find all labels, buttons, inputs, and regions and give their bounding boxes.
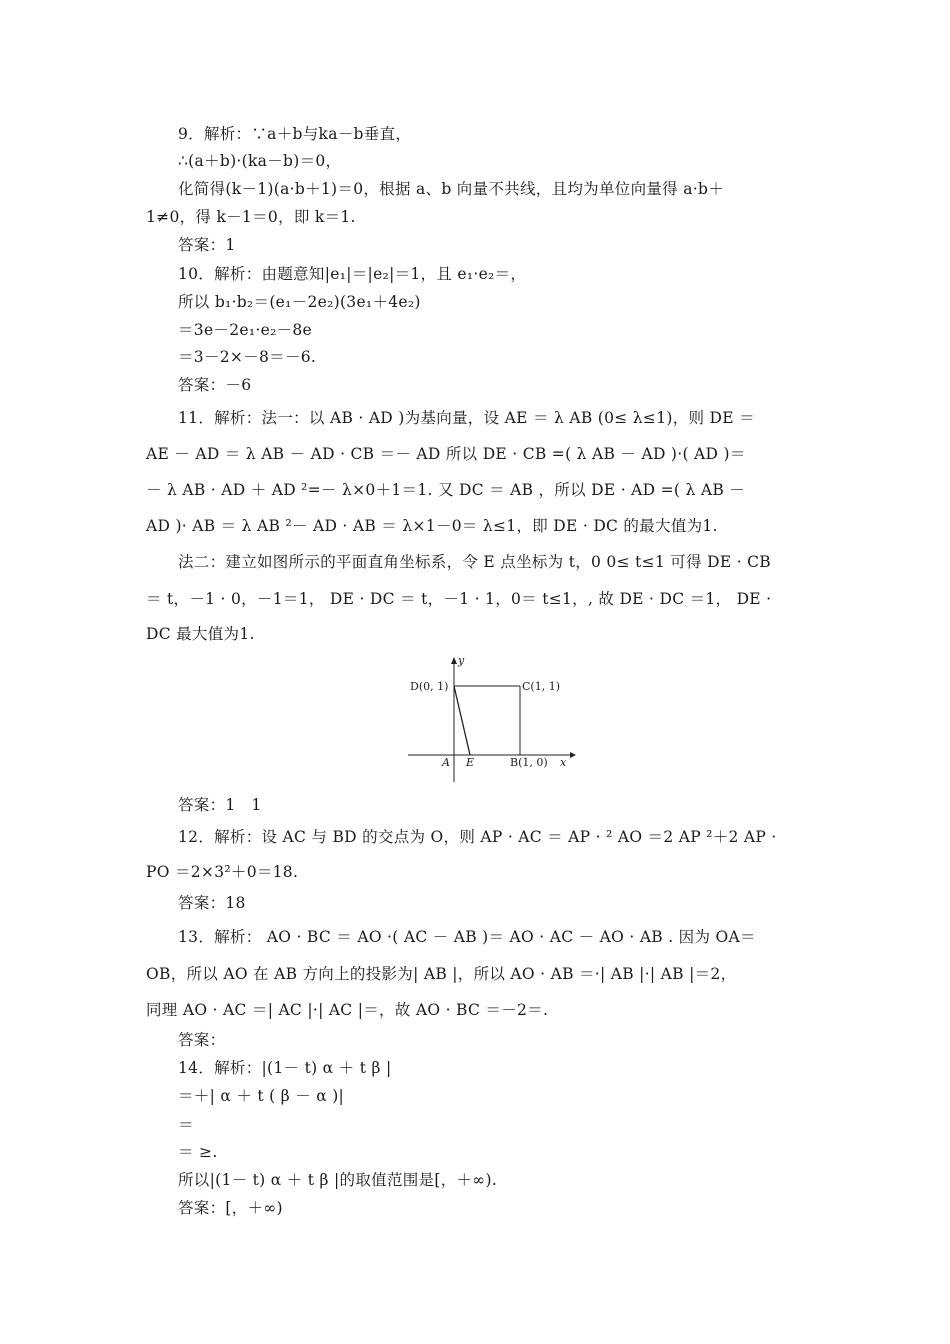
text-line: 12．解析：设 AC 与 BD 的交点为 O，则 AP · AC ＝ AP · ² AO ＝2 AP ²＋2 AP · bbox=[178, 828, 777, 846]
text-line: 同理 AO · AC ＝| AC |·| AC |＝，故 AO · BC ＝－2＝. bbox=[146, 1001, 549, 1019]
text-line: 法二：建立如图所示的平面直角坐标系，令 E 点坐标为 t，0 0≤ t≤1 可得 DE · CB bbox=[178, 553, 771, 571]
text-line: ＝ bbox=[178, 1116, 194, 1134]
text-line: AE － AD ＝ λ AB － AD · CB ＝－ AD 所以 DE · CB =( λ AB － AD )·( AD )＝ bbox=[146, 445, 746, 463]
text-line: 答案：[，＋∞) bbox=[178, 1199, 283, 1217]
text-line: 9．解析：∵a＋b与ka－b垂直， bbox=[178, 125, 412, 143]
text-line: 答案：18 bbox=[178, 894, 246, 912]
label-y: y bbox=[458, 654, 465, 667]
text-line: 1≠0，得 k－1＝0，即 k＝1. bbox=[146, 208, 356, 226]
text-line: ∴(a＋b)·(ka－b)＝0， bbox=[178, 152, 342, 170]
label-x: x bbox=[560, 756, 567, 769]
label-b: B(1, 0) bbox=[510, 756, 548, 769]
segment-de bbox=[454, 686, 470, 755]
text-line: PO ＝2×3²＋0＝18. bbox=[146, 863, 299, 881]
text-line: ＝ t，－1 · 0，－1＝1， DE · DC ＝ t，－1 · 1，0＝ t≤1，, 故 DE · DC ＝1， DE · bbox=[146, 590, 772, 608]
text-line: 答案： bbox=[178, 1031, 226, 1049]
x-axis-arrow bbox=[570, 752, 576, 758]
text-line: 13．解析： AO · BC ＝ AO ·( AC － AB )＝ AO · AC － AO · AB . 因为 OA＝ bbox=[178, 928, 756, 946]
text-line: 10．解析：由题意知|e₁|＝|e₂|＝1，且 e₁·e₂＝， bbox=[178, 265, 527, 283]
text-line: ＝＋| α ＋ t ( β － α )| bbox=[178, 1087, 345, 1105]
label-c: C(1, 1) bbox=[522, 680, 560, 693]
text-line: 14．解析：|(1－ t) α ＋ t β | bbox=[178, 1059, 392, 1077]
coordinate-figure bbox=[408, 652, 578, 782]
text-line: 所以 b₁·b₂＝(e₁－2e₂)(3e₁＋4e₂) bbox=[178, 293, 421, 311]
text-line: AD )· AB ＝ λ AB ²－ AD · AB ＝ λ×1－0＝ λ≤1，即 DE · DC 的最大值为1. bbox=[146, 517, 718, 535]
text-line: 答案：1 1 bbox=[178, 796, 262, 814]
text-line: DC 最大值为1. bbox=[146, 625, 255, 643]
text-line: 化简得(k－1)(a·b＋1)＝0，根据 a、b 向量不共线，且均为单位向量得 a·b＋ bbox=[178, 180, 724, 198]
y-axis-arrow bbox=[451, 657, 457, 664]
text-line: 所以|(1－ t) α ＋ t β |的取值范围是[，＋∞). bbox=[178, 1171, 498, 1189]
text-line: ＝3e－2e₁·e₂－8e bbox=[178, 321, 313, 339]
label-a: A bbox=[442, 756, 450, 769]
text-line: 答案：－6 bbox=[178, 376, 252, 394]
text-line: － λ AB · AD ＋ AD ²=－ λ×0＋1＝1. 又 DC ＝ AB ，所以 DE · AD =( λ AB － bbox=[146, 481, 746, 499]
label-e: E bbox=[466, 756, 475, 769]
label-d: D(0, 1) bbox=[410, 680, 449, 693]
text-line: 答案：1 bbox=[178, 236, 236, 254]
text-line: 11．解析：法一：以 AB · AD )为基向量，设 AE ＝ λ AB (0≤ λ≤1)，则 DE ＝ bbox=[178, 409, 755, 427]
text-line: ＝ ≥. bbox=[178, 1143, 218, 1161]
text-line: ＝3－2×－8＝－6. bbox=[178, 348, 317, 366]
text-line: OB，所以 AO 在 AB 方向上的投影为| AB |，所以 AO · AB ＝·| AB |·| AB |＝2， bbox=[146, 965, 737, 983]
